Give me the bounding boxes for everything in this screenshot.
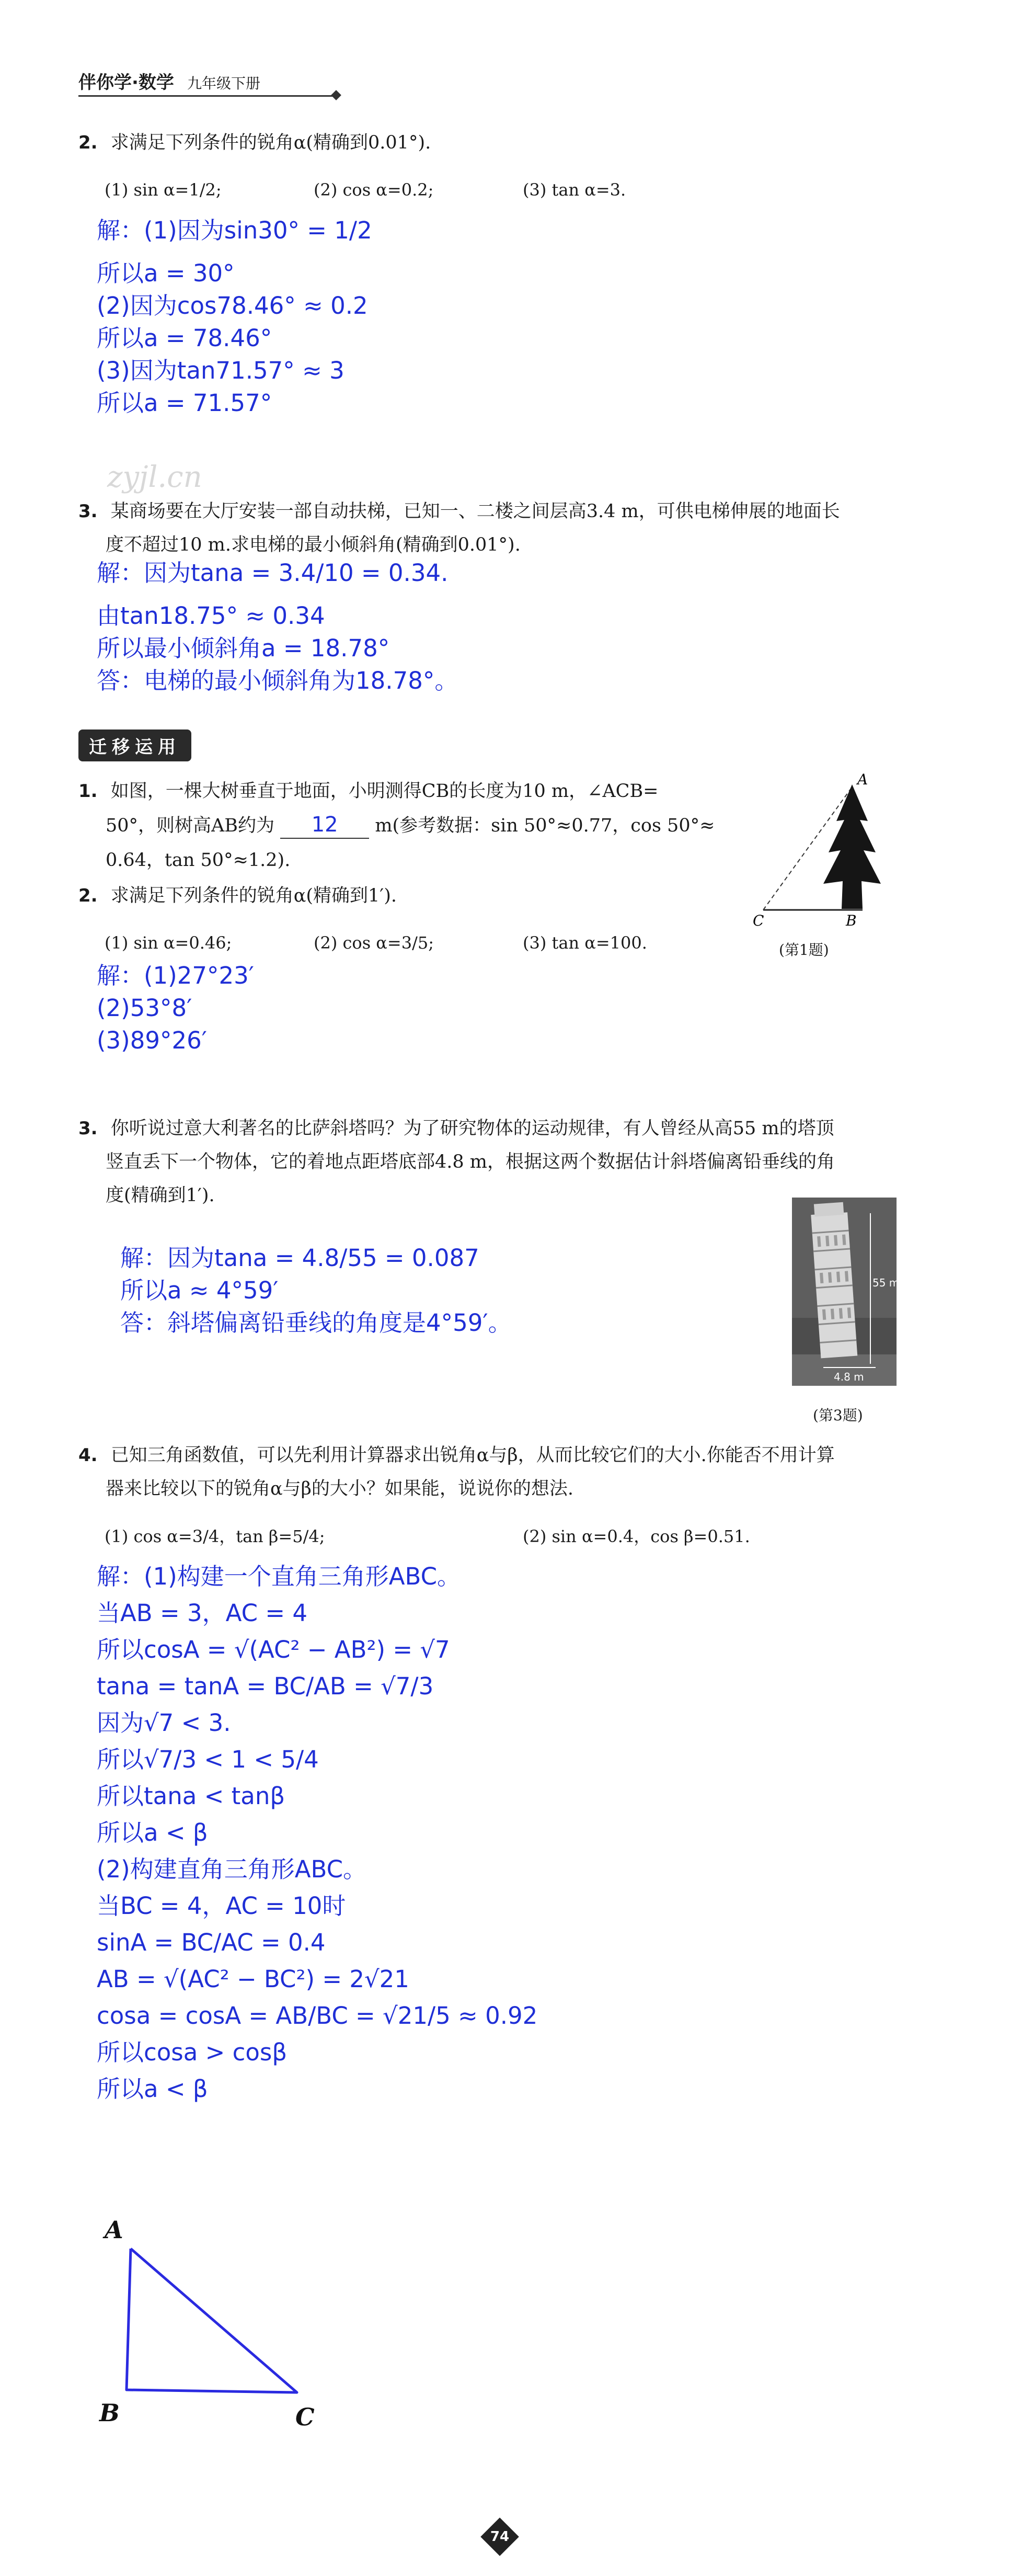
- t2-stem: [78, 884, 397, 908]
- q2-sub2: (2) cos α=0.2;: [314, 180, 434, 200]
- q3-answer-line: 所以最小倾斜角a = 18.78°: [97, 634, 390, 662]
- tower-photo: [792, 1198, 900, 1386]
- watermark: zyjl.cn: [107, 460, 202, 494]
- triangle-label-b: B: [99, 2399, 120, 2427]
- t4-answer-line: cosa = cosA = AB/BC = √21/5 ≈ 0.92: [97, 2002, 538, 2030]
- t4-answer-line: 因为√7 < 3.: [97, 1709, 231, 1737]
- header-brand: 伴你学·数学: [78, 72, 174, 93]
- triangle-abc: [127, 2249, 297, 2392]
- triangle-label-a: A: [105, 2216, 123, 2244]
- q3-answer: [97, 557, 458, 697]
- t4-answer-line: 当AB = 3，AC = 4: [97, 1599, 307, 1627]
- t2-answer: [97, 960, 254, 1057]
- t4-answer-line: 所以a < β: [97, 1819, 208, 1846]
- t2-sub1: (1) sin α=0.46;: [105, 933, 232, 953]
- t4-line: 已知三角函数值，可以先利用计算器求出锐角α与β，从而比较它们的大小.你能否不用计算: [110, 1445, 835, 1466]
- t4-answer-line: tana = tanA = BC/AB = √7/3: [97, 1672, 434, 1700]
- q3-line: 度不超过10 m.求电梯的最小倾斜角(精确到0.01°).: [106, 534, 521, 555]
- t4-sub2: (2) sin α=0.4，cos β=0.51.: [523, 1526, 750, 1546]
- q3-stem: [78, 499, 840, 557]
- base-label: 4.8 m: [834, 1371, 864, 1383]
- t2-answer-line: (3)89°26′: [97, 1027, 207, 1054]
- label-b: B: [846, 912, 857, 929]
- t4-answer-line: sinA = BC/AC = 0.4: [97, 1929, 326, 1956]
- t4-answer-line: (2)构建直角三角形ABC。: [97, 1855, 367, 1883]
- q2-sub1: (1) sin α=1/2;: [105, 180, 222, 200]
- q3-answer-line: 答：电梯的最小倾斜角为18.78°。: [97, 667, 458, 694]
- q2-answer-line: 解：(1)因为sin30° = 1/2: [97, 216, 372, 244]
- q2-sub3: (3) tan α=3.: [523, 180, 626, 200]
- label-c: C: [753, 912, 764, 929]
- t2-answer-line: (2)53°8′: [97, 994, 192, 1022]
- page-number: 74: [490, 2529, 510, 2545]
- t4-answer-line: 解：(1)构建一个直角三角形ABC。: [97, 1563, 461, 1590]
- q3-answer-line: 由tan18.75° ≈ 0.34: [97, 602, 325, 630]
- t4-number: 4.: [78, 1445, 98, 1466]
- triangle-label-c: C: [295, 2403, 315, 2431]
- t2-number: 2.: [78, 885, 98, 906]
- q2-answer: [97, 214, 372, 419]
- header-diamond: [331, 90, 341, 100]
- q2-stem: [78, 131, 431, 155]
- t1-answer: 12: [311, 813, 338, 837]
- q2-text: 求满足下列条件的锐角α(精确到0.01°).: [110, 132, 431, 153]
- t3-line: 竖直丢下一个物体，它的着地点距塔底部4.8 m，根据这两个数据估计斜塔偏离铅垂线的角: [106, 1152, 835, 1172]
- t1-stem: [78, 779, 737, 872]
- t1-line: m(参考数据：sin 50°≈0.77，cos 50°≈: [375, 815, 715, 836]
- t3-answer-line: 所以a ≈ 4°59′: [120, 1276, 279, 1304]
- t1-line: 0.64，tan 50°≈1.2).: [106, 850, 291, 871]
- q2-answer-line: 所以a = 30°: [97, 259, 235, 287]
- q2-number: 2.: [78, 132, 98, 153]
- t1-number: 1.: [78, 781, 98, 802]
- section-badge: 迁移运用: [78, 730, 191, 761]
- q2-answer-line: (3)因为tan71.57° ≈ 3: [97, 357, 344, 384]
- t4-line: 器来比较以下的锐角α与β的大小？如果能，说说你的想法.: [106, 1478, 573, 1499]
- t4-answer-line: 所以a < β: [97, 2075, 208, 2103]
- t1-answer-blank: [280, 813, 369, 839]
- t2-text: 求满足下列条件的锐角α(精确到1′).: [110, 885, 397, 906]
- t1-line: 50°，则树高AB约为: [106, 815, 275, 836]
- t4-answer-line: 所以cosA = √(AC² − AB²) = √7: [97, 1636, 450, 1663]
- t2-sub2: (2) cos α=3/5;: [314, 933, 434, 953]
- q2-answer-line: 所以a = 78.46°: [97, 324, 272, 352]
- t3-line: 你听说过意大利著名的比萨斜塔吗？为了研究物体的运动规律，有人曾经从高55 m的塔顶: [110, 1118, 834, 1139]
- triangle-figure: [94, 2207, 366, 2437]
- tree-figure: [753, 771, 910, 931]
- q3-answer-line: 解：因为tana = 3.4/10 = 0.34.: [97, 559, 449, 587]
- t3-answer: [120, 1242, 512, 1339]
- q2-answer-line: (2)因为cos78.46° ≈ 0.2: [97, 292, 368, 320]
- t3-line: 度(精确到1′).: [106, 1185, 215, 1206]
- t4-answer-line: 当BC = 4，AC = 10时: [97, 1892, 346, 1920]
- header-rule: [78, 95, 335, 97]
- t4-answer-line: 所以tana < tanβ: [97, 1782, 285, 1810]
- q3-number: 3.: [78, 501, 98, 522]
- t3-answer-line: 解：因为tana = 4.8/55 = 0.087: [120, 1244, 479, 1272]
- q2-answer-line: 所以a = 71.57°: [97, 389, 272, 417]
- header-grade: 九年级下册: [187, 75, 261, 92]
- t2-sub3: (3) tan α=100.: [523, 933, 647, 953]
- t4-answer: [97, 1558, 537, 2107]
- t4-sub1: (1) cos α=3/4，tan β=5/4;: [105, 1526, 325, 1546]
- q3-line: 某商场要在大厅安装一部自动扶梯，已知一、二楼之间层高3.4 m，可供电梯伸展的地面长: [110, 501, 840, 522]
- label-a: A: [857, 771, 868, 788]
- t3-caption: (第3题): [813, 1407, 863, 1424]
- t4-answer-line: AB = √(AC² − BC²) = 2√21: [97, 1965, 409, 1993]
- t1-caption: (第1题): [779, 941, 829, 959]
- t3-stem: [78, 1116, 835, 1207]
- height-label: 55 m: [872, 1276, 900, 1289]
- t4-answer-line: 所以cosa > cosβ: [97, 2038, 288, 2066]
- page-number-badge: [481, 2518, 519, 2556]
- t4-answer-line: 所以√7/3 < 1 < 5/4: [97, 1746, 319, 1773]
- t2-answer-line: 解：(1)27°23′: [97, 962, 254, 989]
- t3-number: 3.: [78, 1118, 98, 1139]
- t4-stem: [78, 1443, 835, 1501]
- t1-line: 如图，一棵大树垂直于地面，小明测得CB的长度为10 m，∠ACB=: [110, 781, 659, 802]
- header: [78, 68, 260, 94]
- t3-answer-line: 答：斜塔偏离铅垂线的角度是4°59′。: [120, 1309, 512, 1337]
- tree-icon: [823, 784, 881, 909]
